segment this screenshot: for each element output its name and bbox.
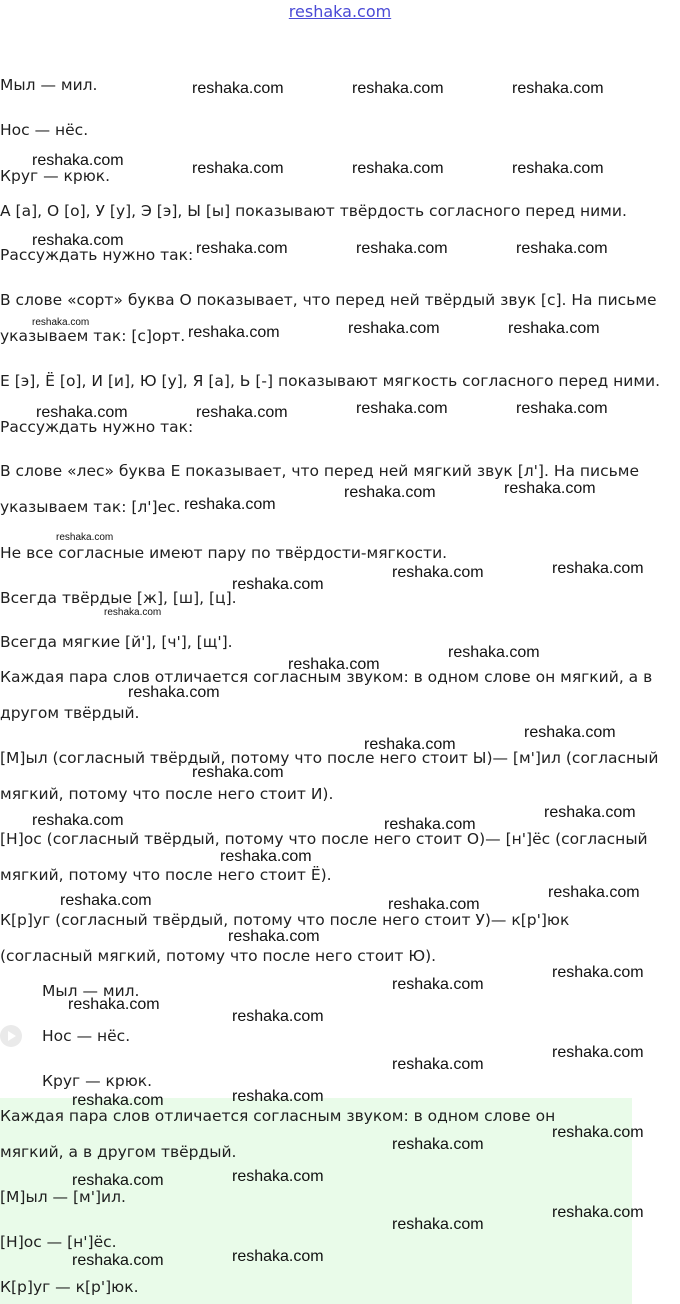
watermark-text: reshaka.com: [36, 404, 128, 421]
watermark-text: reshaka.com: [232, 576, 324, 593]
watermark-text: reshaka.com: [344, 484, 436, 501]
text-line: Каждая пара слов отличается согласным звуком: в одном слове он мягкий, а в: [0, 668, 653, 686]
text-line: А [а], О [о], У [у], Э [э], Ы [ы] показывают твёрдость согласного перед ними.: [0, 202, 627, 220]
watermark-text: reshaka.com: [516, 400, 608, 417]
watermark-text: reshaka.com: [56, 532, 114, 543]
watermark-text: reshaka.com: [392, 1216, 484, 1233]
watermark-text: reshaka.com: [196, 240, 288, 257]
watermark-text: reshaka.com: [188, 324, 280, 341]
watermark-text: reshaka.com: [60, 892, 152, 909]
watermark-text: reshaka.com: [232, 1248, 324, 1265]
watermark-text: reshaka.com: [356, 240, 448, 257]
watermark-text: reshaka.com: [104, 607, 162, 618]
watermark-text: reshaka.com: [352, 160, 444, 177]
text-line: Круг — крюк.: [0, 167, 111, 185]
text-line: мягкий, потому что после него стоит Ё).: [0, 866, 332, 884]
watermark-text: reshaka.com: [516, 240, 608, 257]
text-line: [Н]ос (согласный твёрдый, потому что после него стоит О)— [н']ёс (согласный: [0, 830, 648, 848]
watermark-text: reshaka.com: [184, 496, 276, 513]
watermark-text: reshaka.com: [552, 1124, 644, 1141]
text-line: Е [э], Ё [о], И [и], Ю [у], Я [а], Ь [-] показывают мягкость согласного перед ними.: [0, 372, 661, 390]
audio-line: Нос — нёс.: [42, 1027, 131, 1045]
text-line: Нос — нёс.: [0, 121, 89, 139]
watermark-text: reshaka.com: [32, 152, 124, 169]
text-line: Не все согласные имеют пару по твёрдости-мягкости.: [0, 544, 448, 562]
watermark-text: reshaka.com: [552, 964, 644, 981]
watermark-text: reshaka.com: [68, 996, 160, 1013]
answer-line: [М]ыл — [м']ил.: [0, 1188, 126, 1206]
watermark-text: reshaka.com: [552, 560, 644, 577]
text-line: Рассуждать нужно так:: [0, 418, 194, 436]
watermark-text: reshaka.com: [392, 1056, 484, 1073]
watermark-text: reshaka.com: [192, 764, 284, 781]
play-icon[interactable]: [0, 1025, 22, 1047]
watermark-text: reshaka.com: [196, 404, 288, 421]
watermark-text: reshaka.com: [392, 564, 484, 581]
watermark-text: reshaka.com: [508, 320, 600, 337]
text-line: указываем так: [л']ес.: [0, 498, 181, 516]
answer-line: К[р]уг — к[р']юк.: [0, 1278, 139, 1296]
text-line: указываем так: [с]орт.: [0, 327, 186, 345]
watermark-text: reshaka.com: [232, 1168, 324, 1185]
watermark-text: reshaka.com: [192, 80, 284, 97]
watermark-text: reshaka.com: [352, 80, 444, 97]
watermark-text: reshaka.com: [388, 896, 480, 913]
watermark-text: reshaka.com: [288, 656, 380, 673]
answer-line: [Н]ос — [н']ёс.: [0, 1233, 117, 1251]
watermark-text: reshaka.com: [72, 1252, 164, 1269]
text-line: Рассуждать нужно так:: [0, 246, 194, 264]
watermark-text: reshaka.com: [220, 848, 312, 865]
text-line: В слове «сорт» буква О показывает, что перед ней твёрдый звук [с]. На письме: [0, 291, 657, 309]
watermark-text: reshaka.com: [32, 232, 124, 249]
watermark-text: reshaka.com: [552, 1204, 644, 1221]
watermark-text: reshaka.com: [384, 816, 476, 833]
watermark-text: reshaka.com: [364, 736, 456, 753]
text-line: [М]ыл (согласный твёрдый, потому что после него стоит Ы)— [м']ил (согласный: [0, 749, 659, 767]
text-line: Всегда мягкие [й'], [ч'], [щ'].: [0, 633, 233, 651]
watermark-text: reshaka.com: [356, 400, 448, 417]
watermark-text: reshaka.com: [504, 480, 596, 497]
watermark-text: reshaka.com: [348, 320, 440, 337]
watermark-text: reshaka.com: [192, 160, 284, 177]
watermark-text: reshaka.com: [392, 1136, 484, 1153]
watermark-text: reshaka.com: [72, 1172, 164, 1189]
text-line: Мыл — мил.: [0, 76, 98, 94]
watermark-text: reshaka.com: [32, 812, 124, 829]
watermark-text: reshaka.com: [128, 684, 220, 701]
text-line: В слове «лес» буква Е показывает, что перед ней мягкий звук [л']. На письме: [0, 462, 639, 480]
text-line: К[р]уг (согласный твёрдый, потому что после него стоит У)— к[р']юк: [0, 911, 570, 929]
watermark-text: reshaka.com: [392, 976, 484, 993]
watermark-text: reshaka.com: [232, 1008, 324, 1025]
watermark-text: reshaka.com: [228, 928, 320, 945]
watermark-text: reshaka.com: [552, 1044, 644, 1061]
watermark-text: reshaka.com: [524, 724, 616, 741]
watermark-text: reshaka.com: [448, 644, 540, 661]
watermark-text: reshaka.com: [512, 80, 604, 97]
watermark-text: reshaka.com: [72, 1092, 164, 1109]
answer-line: Каждая пара слов отличается согласным звуком: в одном слове он: [0, 1107, 556, 1125]
text-line: мягкий, потому что после него стоит И).: [0, 785, 334, 803]
watermark-text: reshaka.com: [544, 804, 636, 821]
audio-line: Круг — крюк.: [42, 1072, 153, 1090]
watermark-text: reshaka.com: [512, 160, 604, 177]
text-line: (согласный мягкий, потому что после него стоит Ю).: [0, 947, 437, 965]
watermark-text: reshaka.com: [32, 317, 90, 328]
watermark-text: reshaka.com: [548, 884, 640, 901]
text-line: другом твёрдый.: [0, 704, 140, 722]
answer-line: мягкий, а в другом твёрдый.: [0, 1143, 237, 1161]
watermark-text: reshaka.com: [232, 1088, 324, 1105]
text-line: Всегда твёрдые [ж], [ш], [ц].: [0, 589, 237, 607]
site-link[interactable]: reshaka.com: [288, 2, 392, 21]
audio-line: Мыл — мил.: [42, 982, 140, 1000]
